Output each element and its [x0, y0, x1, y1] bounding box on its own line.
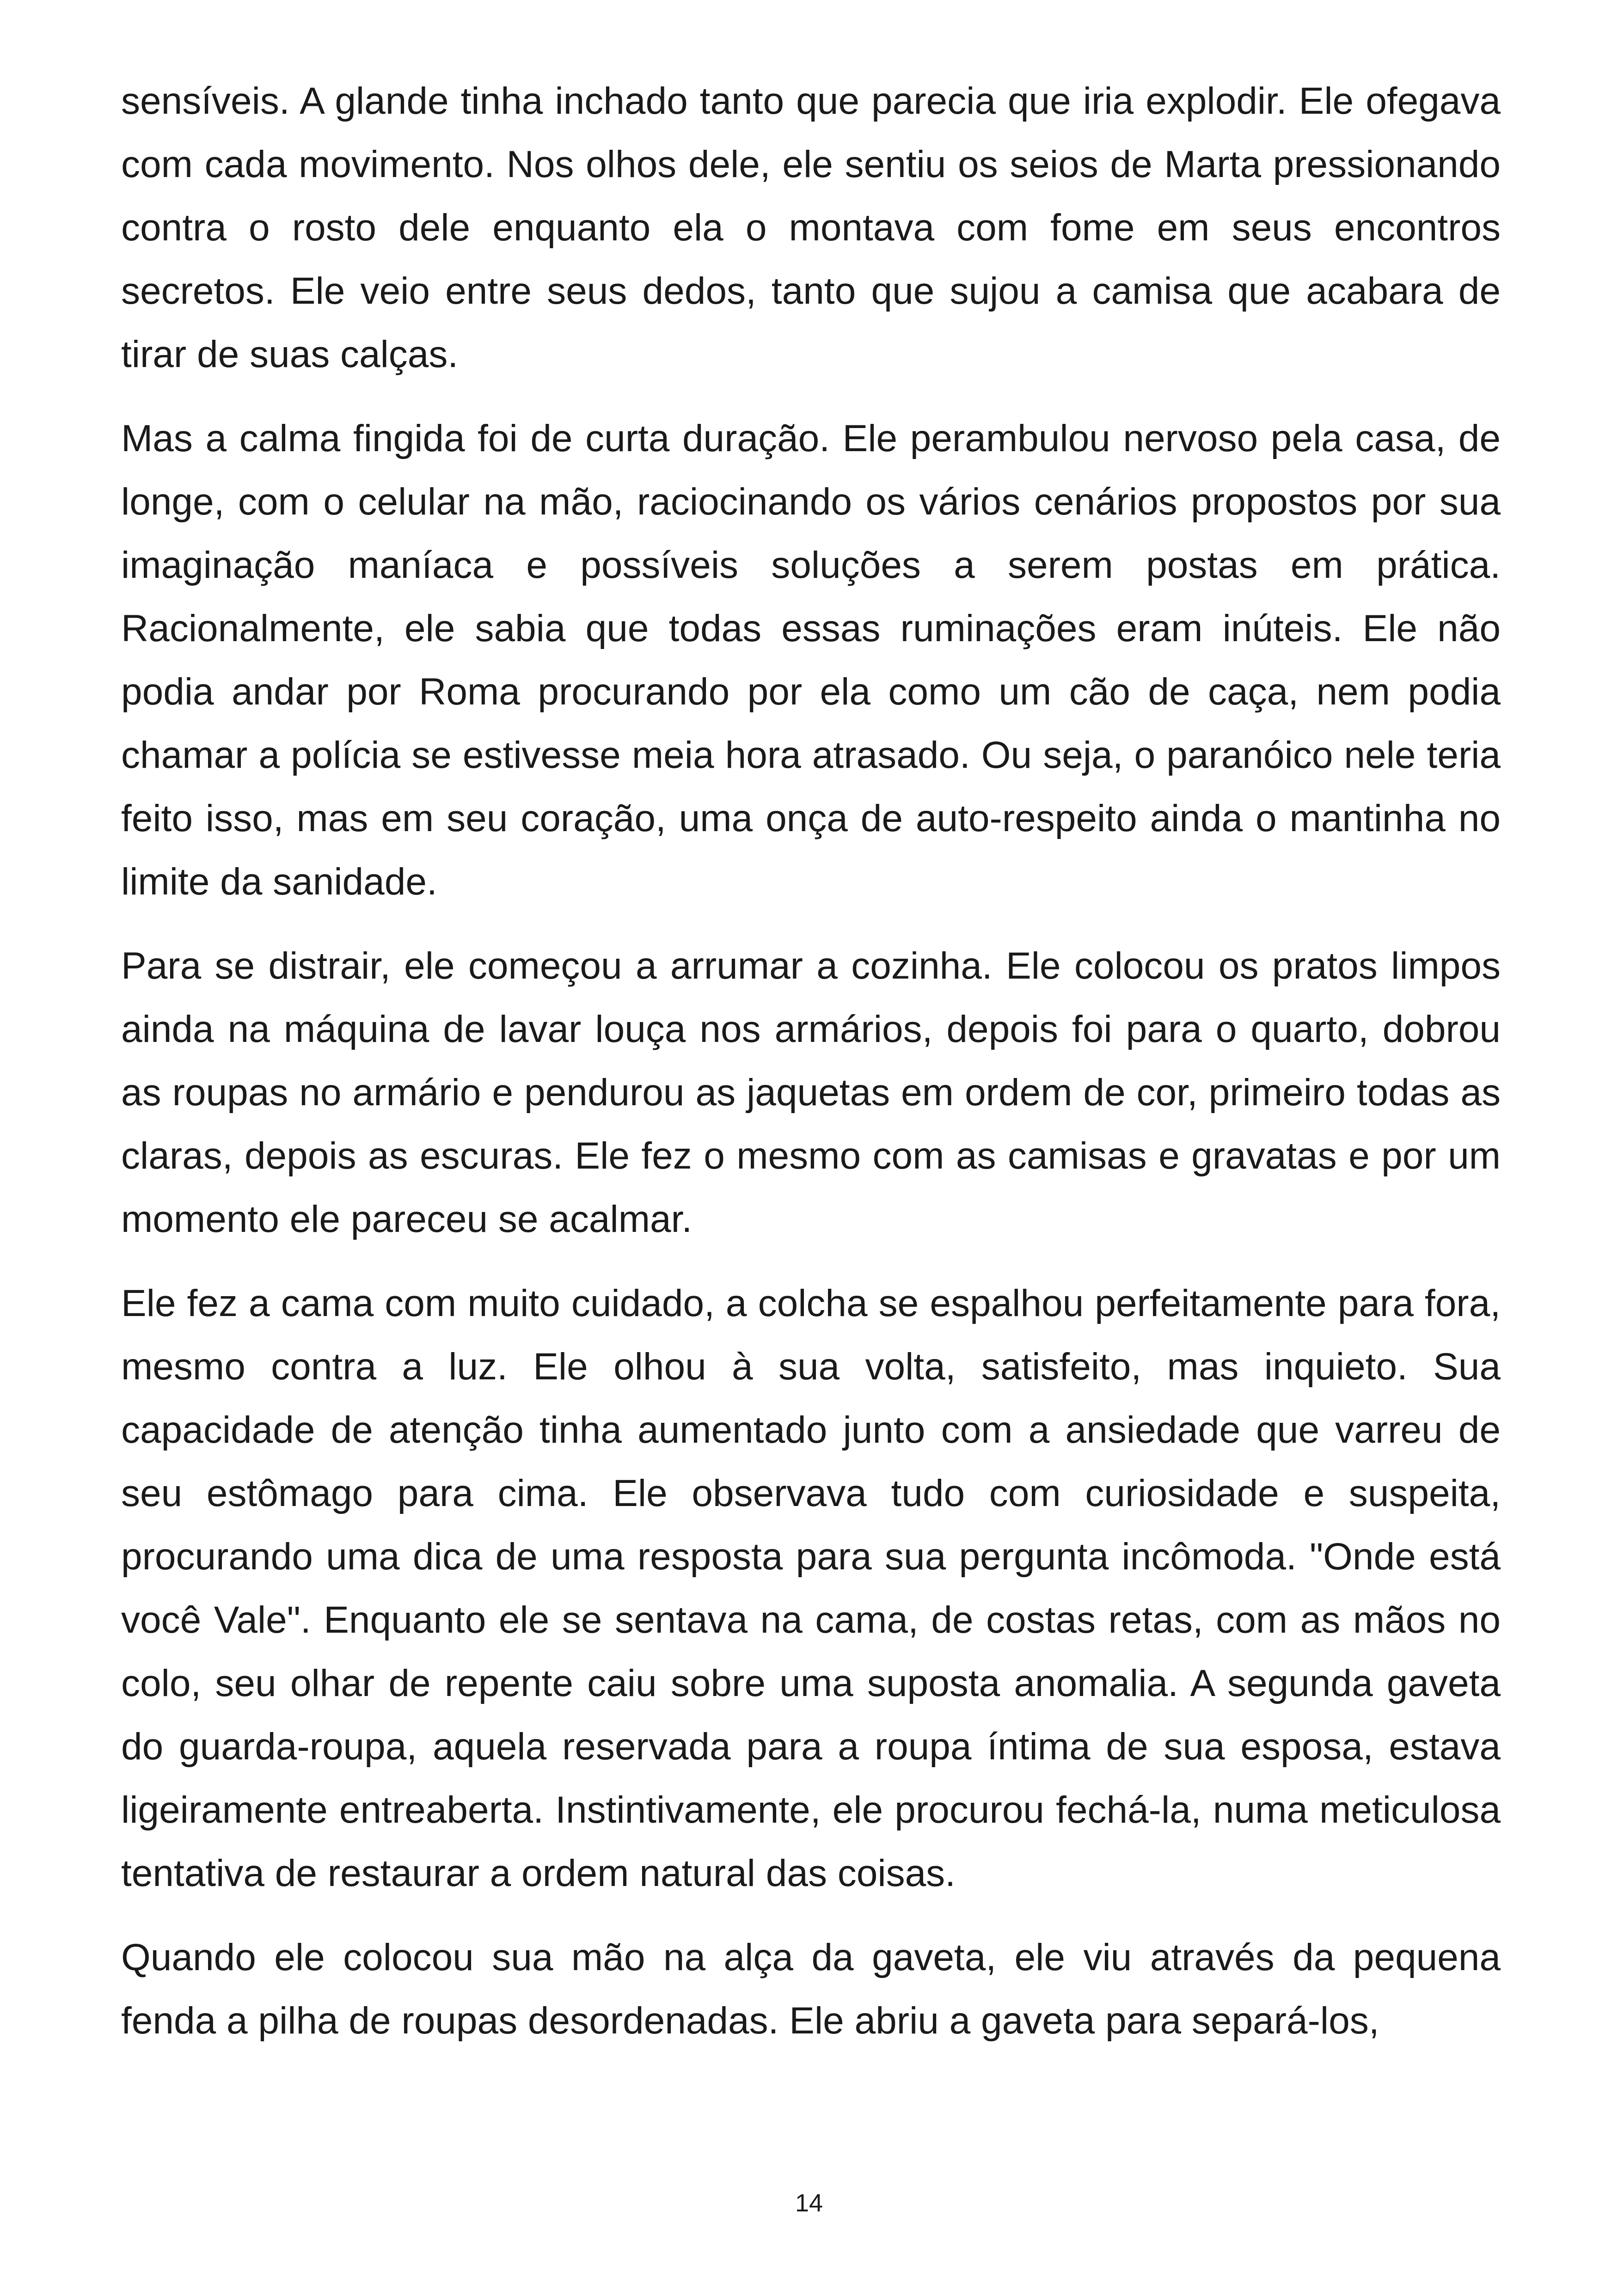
paragraph-4: Ele fez a cama com muito cuidado, a colcha se espalhou perfeitamente para fora, mesmo contra a luz. Ele olhou à sua volta, satisfeito, mas inquieto. Sua capacidade de atenção tinha aumentado junto com a ansiedade que varreu de seu estômago para cima. Ele observava tudo com curiosidade e suspeita, procurando uma dica de uma resposta para sua pergunta incômoda. "Onde está você Vale". Enquanto ele se sentava na cama, de costas retas, com as mãos no colo, seu olhar de repente caiu sobre uma suposta anomalia. A segunda gaveta do guarda-roupa, aquela reservada para a roupa íntima de sua esposa, estava ligeiramente entreaberta. Instintivamente, ele procurou fechá-la, numa meticulosa tentativa de restaurar a ordem natural das coisas.: [121, 1282, 1501, 1894]
body-text: [121, 69, 1501, 2073]
paragraph-2: Mas a calma fingida foi de curta duração. Ele perambulou nervoso pela casa, de longe, com o celular na mão, raciocinando os vários cenários propostos por sua imaginação maníaca e possíveis soluções a serem postas em prática. Racionalmente, ele sabia que todas essas ruminações eram inúteis. Ele não podia andar por Roma procurando por ela como um cão de caça, nem podia chamar a polícia se estivesse meia hora atrasado. Ou seja, o paranóico nele teria feito isso, mas em seu coração, uma onça de auto-respeito ainda o mantinha no limite da sanidade.: [121, 417, 1501, 903]
paragraph-3: Para se distrair, ele começou a arrumar a cozinha. Ele colocou os pratos limpos ainda na máquina de lavar louça nos armários, depois foi para o quarto, dobrou as roupas no armário e pendurou as jaquetas em ordem de cor, primeiro todas as claras, depois as escuras. Ele fez o mesmo com as camisas e gravatas e por um momento ele pareceu se acalmar.: [121, 945, 1501, 1240]
paragraph-1: sensíveis. A glande tinha inchado tanto que parecia que iria explodir. Ele ofegava com cada movimento. Nos olhos dele, ele sentiu os seios de Marta pressionando contra o rosto dele enquanto ela o montava com fome em seus encontros secretos. Ele veio entre seus dedos, tanto que sujou a camisa que acabara de tirar de suas calças.: [121, 80, 1501, 375]
paragraph-5: Quando ele colocou sua mão na alça da gaveta, ele viu através da pequena fenda a pilha de roupas desordenadas. Ele abriu a gaveta para separá-los,: [121, 1936, 1501, 2042]
page-number: 14: [795, 2189, 823, 2217]
